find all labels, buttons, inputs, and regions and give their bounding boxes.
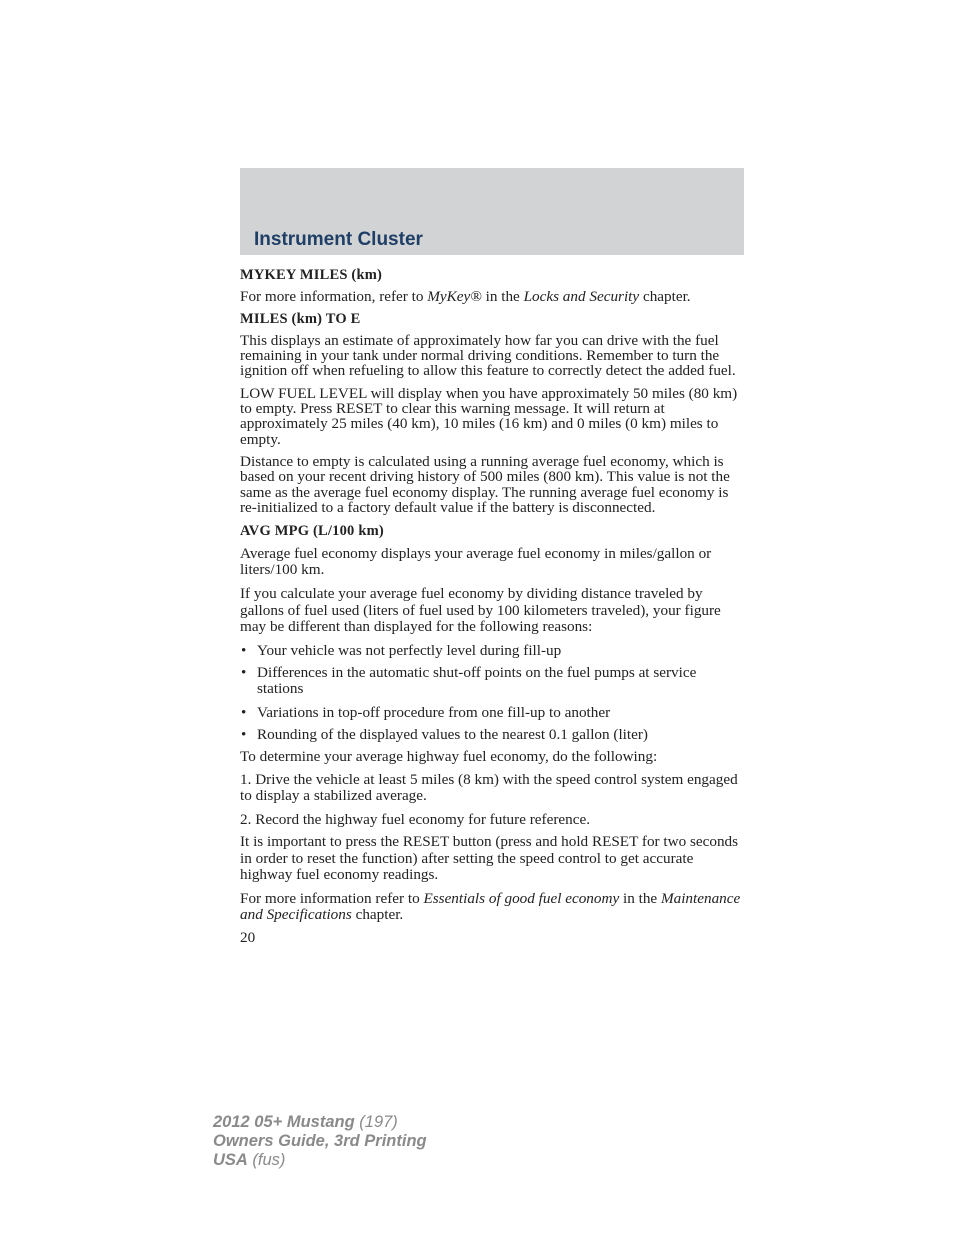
reference-maintenance: Maintenance and Specifications	[240, 889, 741, 924]
avg-step-2: 2. Record the highway fuel economy for future reference.	[240, 810, 591, 828]
list-item: • Rounding of the displayed values to the nearest 0.1 gallon (liter)	[240, 727, 745, 742]
document-footer	[213, 1113, 427, 1170]
mykey-paragraph	[240, 289, 745, 304]
footer-market-code: (fus)	[247, 1151, 286, 1169]
avg-step-1: 1. Drive the vehicle at least 5 miles (8 km) with the speed control system engaged to display a stabilized average.	[240, 770, 738, 805]
text-run: in the	[619, 889, 661, 907]
avg-paragraph-2: If you calculate your average fuel economy by dividing distance traveled by gallons of fuel used (liters of fuel used by 100 kilometers traveled), your figure may be different than displayed for the following reasons:	[240, 585, 721, 636]
reference-fuel-economy: Essentials of good fuel economy	[423, 889, 620, 907]
list-item: • Differences in the automatic shut-off points on the fuel pumps at service stations	[240, 665, 745, 698]
dte-paragraph-3: Distance to empty is calculated using a running average fuel economy, which is based on your recent driving history of 500 miles (800 km). This value is not the same as the average fuel economy display. The running average fuel economy is re-initialized to a factory default value if the battery is disconnected.	[240, 452, 730, 516]
text-run: chapter.	[351, 906, 404, 924]
dte-paragraph-1: This displays an estimate of approximately how far you can drive with the fuel remaining in your tank under normal driving conditions. Remember to turn the ignition off when refueling to allow this feature to correctly detect the added fuel.	[240, 331, 736, 380]
section-heading-mykey: MYKEY MILES (km)	[240, 267, 383, 283]
footer-line-3	[213, 1151, 427, 1170]
list-item: • Your vehicle was not perfectly level during fill-up	[240, 643, 745, 658]
footer-model: 2012 05+ Mustang	[213, 1113, 355, 1131]
reference-locks-security: Locks and Security	[523, 288, 640, 306]
avg-paragraph-7	[240, 891, 745, 924]
text-run: For more information refer to	[240, 889, 424, 907]
chapter-title: Instrument Cluster	[254, 229, 423, 250]
dte-paragraph-2: LOW FUEL LEVEL will display when you have approximately 50 miles (80 km) to empty. Press RESET to clear this warning message. It will return at approximately 25 miles (40 km), 10 miles (16 km) and 0 miles (0 km) miles to empty.	[240, 384, 738, 448]
chapter-header	[240, 168, 744, 255]
footer-line-2	[213, 1132, 427, 1151]
text-run: in the	[481, 288, 524, 306]
reasons-list	[240, 643, 745, 743]
reference-mykey: MyKey®	[427, 288, 482, 306]
text-run: For more information, refer to	[240, 288, 428, 306]
page-body	[240, 268, 745, 945]
avg-paragraph-1: Average fuel economy displays your average fuel economy in miles/gallon or liters/100 km.	[240, 545, 712, 578]
section-heading-dte: MILES (km) TO E	[240, 310, 361, 327]
footer-model-code: (197)	[354, 1113, 398, 1131]
footer-line-1	[213, 1113, 427, 1132]
list-item: • Variations in top-off procedure from one fill-up to another	[240, 705, 745, 720]
text-run: chapter.	[639, 288, 691, 306]
footer-printing: Owners Guide, 3rd Printing	[213, 1132, 427, 1150]
page-number: 20	[240, 928, 256, 946]
avg-paragraph-6: It is important to press the RESET button (press and hold RESET for two seconds in order to reset the function) after setting the speed control to get accurate highway fuel economy readings.	[240, 833, 739, 884]
footer-market: USA	[213, 1151, 248, 1169]
section-heading-avg-mpg: AVG MPG (L/100 km)	[240, 523, 384, 540]
avg-paragraph-3: To determine your average highway fuel economy, do the following:	[240, 748, 658, 766]
